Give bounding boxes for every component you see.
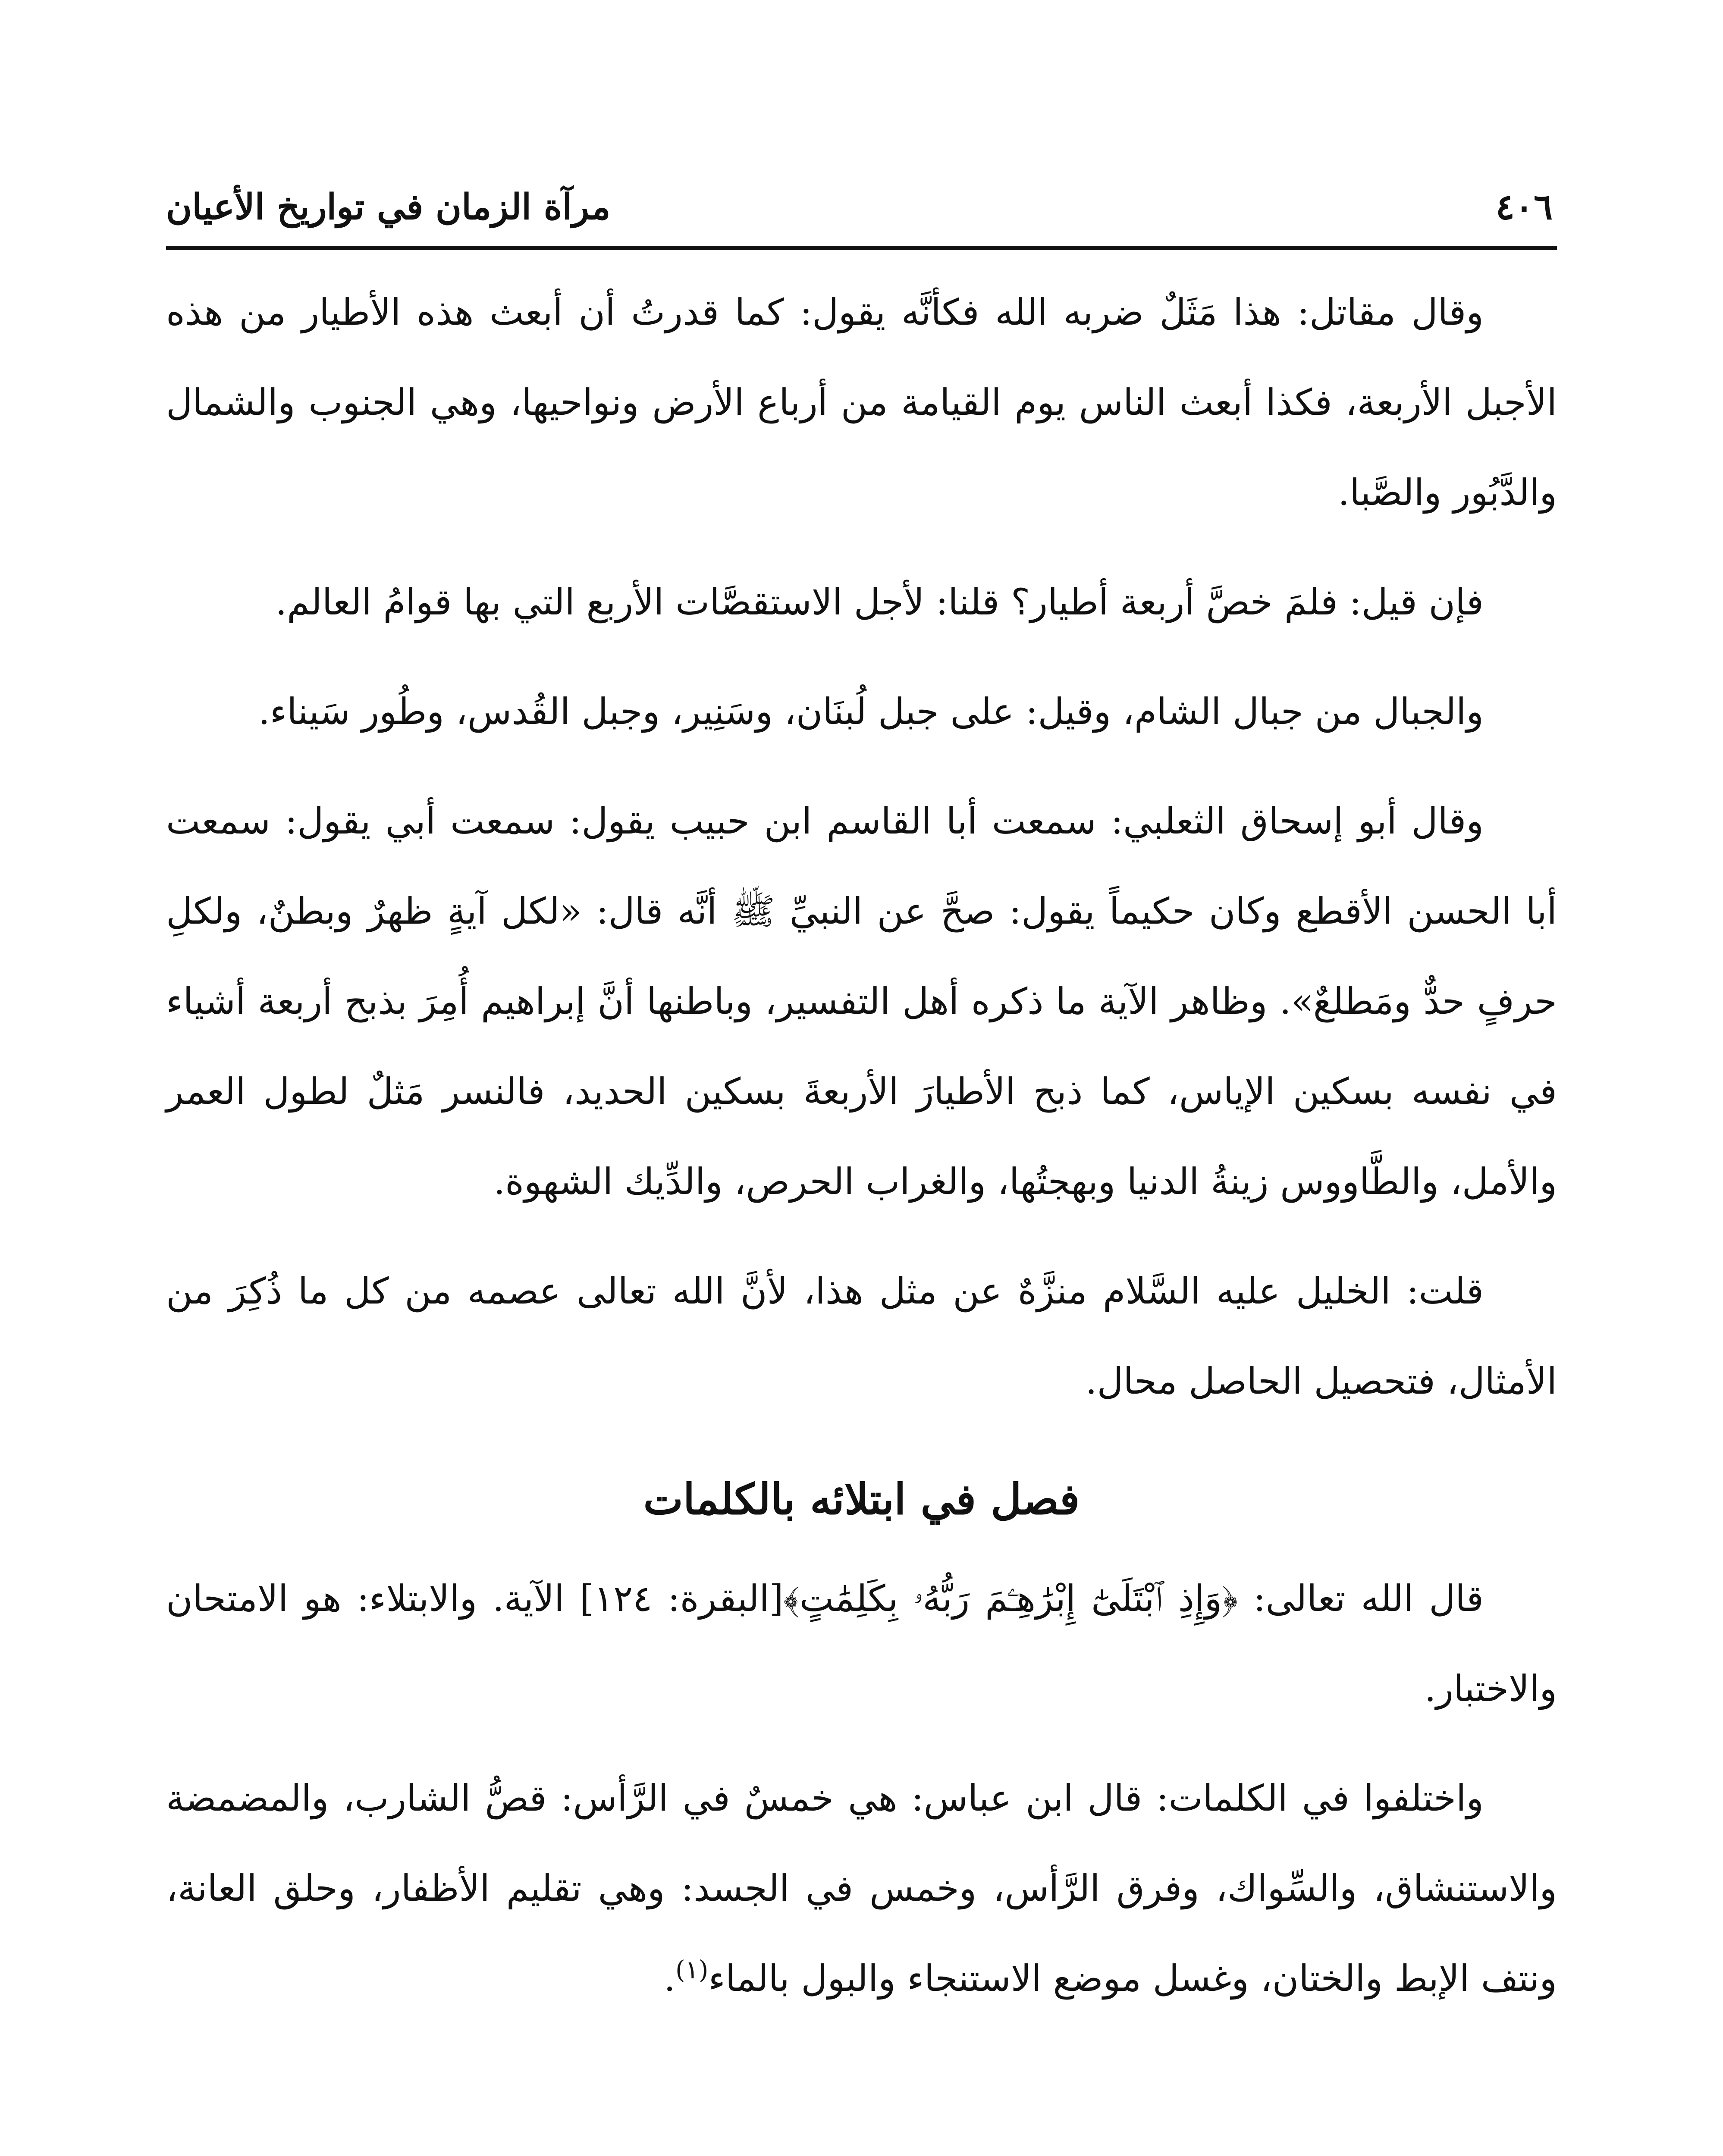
page-number: ٤٠٦ [1495,186,1553,228]
paragraph-quran-verse: قال الله تعالى: ﴿وَإِذِ ٱبْتَلَىٰٓ إِبْرَٰهِـۧمَ رَبُّهُۥ بِكَلِمَٰتٍ﴾[البقرة: ١٢٤] الآية. والابتلاء: هو الامتحان والاختبار. [166,1577,1557,1710]
paragraph-kalimat-text: واختلفوا في الكلمات: قال ابن عباس: هي خمسٌ في الرَّأس: قصُّ الشارب، والمضمضة والاستنشاق، والسِّواك، وفرق الرَّأس، وخمس في الجسد: وهي تقليم الأظفار، وحلق العانة، ونتف الإبط والختان، وغسل موضع الاستنجاء والبول بالماء [166,1777,1557,1999]
section-heading: فصل في ابتلائه بالكلمات [643,1475,1080,1524]
running-title: مرآة الزمان في تواريخ الأعيان [166,186,611,228]
paragraph-muqatil: وقال مقاتل: هذا مَثَلٌ ضربه الله فكأنَّه يقول: كما قدرتُ أن أبعث هذه الأطيار من هذه الأجبل الأربعة، فكذا أبعث الناس يوم القيامة من أرباع الأرض ونواحيها، وهي الجنوب والشمال والدَّبُور والصَّبا. [166,291,1557,514]
header-divider [166,246,1557,250]
paragraph-kalimat: واختلفوا في الكلمات: قال ابن عباس: هي خمسٌ في الرَّأس: قصُّ الشارب، والمضمضة والاستنشاق، والسِّواك، وفرق الرَّأس، وخمس في الجسد: وهي تقليم الأظفار، وحلق العانة، ونتف الإبط والختان، وغسل موضع الاستنجاء والبول بالماء$^{(١)}$. [166,1777,1557,1999]
page-body [166,267,1557,2043]
paragraph-mountains: والجبال من جبال الشام، وقيل: على جبل لُبنَان، وسَنِير، وجبل القُدس، وطُور سَيناء. [258,690,1484,733]
page-header [166,164,1557,237]
paragraph-author-comment: قلت: الخليل عليه السَّلام منزَّهٌ عن مثل هذا، لأنَّ الله تعالى عصمه من كل ما ذُكِرَ من الأمثال، فتحصيل الحاصل محال. [166,1270,1557,1402]
footnote-reference[interactable]: (١) [675,1955,709,1984]
paragraph-thalabi: وقال أبو إسحاق الثعلبي: سمعت أبا القاسم ابن حبيب يقول: سمعت أبي يقول: سمعت أبا الحسن الأقطع وكان حكيماً يقول: صحَّ عن النبيِّ ﷺ أنَّه قال: «لكل آيةٍ ظهرٌ وبطنٌ، ولكلِ حرفٍ حدٌّ ومَطلعٌ». وظاهر الآية ما ذكره أهل التفسير، وباطنها أنَّ إبراهيم أُمِرَ بذبح أربعة أشياء في نفسه بسكين الإياس، كما ذبح الأطيارَ الأربعةَ بسكين الحديد، فالنسر مَثلٌ لطول العمر والأمل، والطَّاووس زينةُ الدنيا وبهجتُها، والغراب الحرص، والدِّيك الشهوة. [166,800,1557,1203]
paragraph-four-birds: فإن قيل: فلمَ خصَّ أربعة أطيار؟ قلنا: لأجل الاستقصَّات الأربع التي بها قوامُ العالم. [275,581,1484,623]
